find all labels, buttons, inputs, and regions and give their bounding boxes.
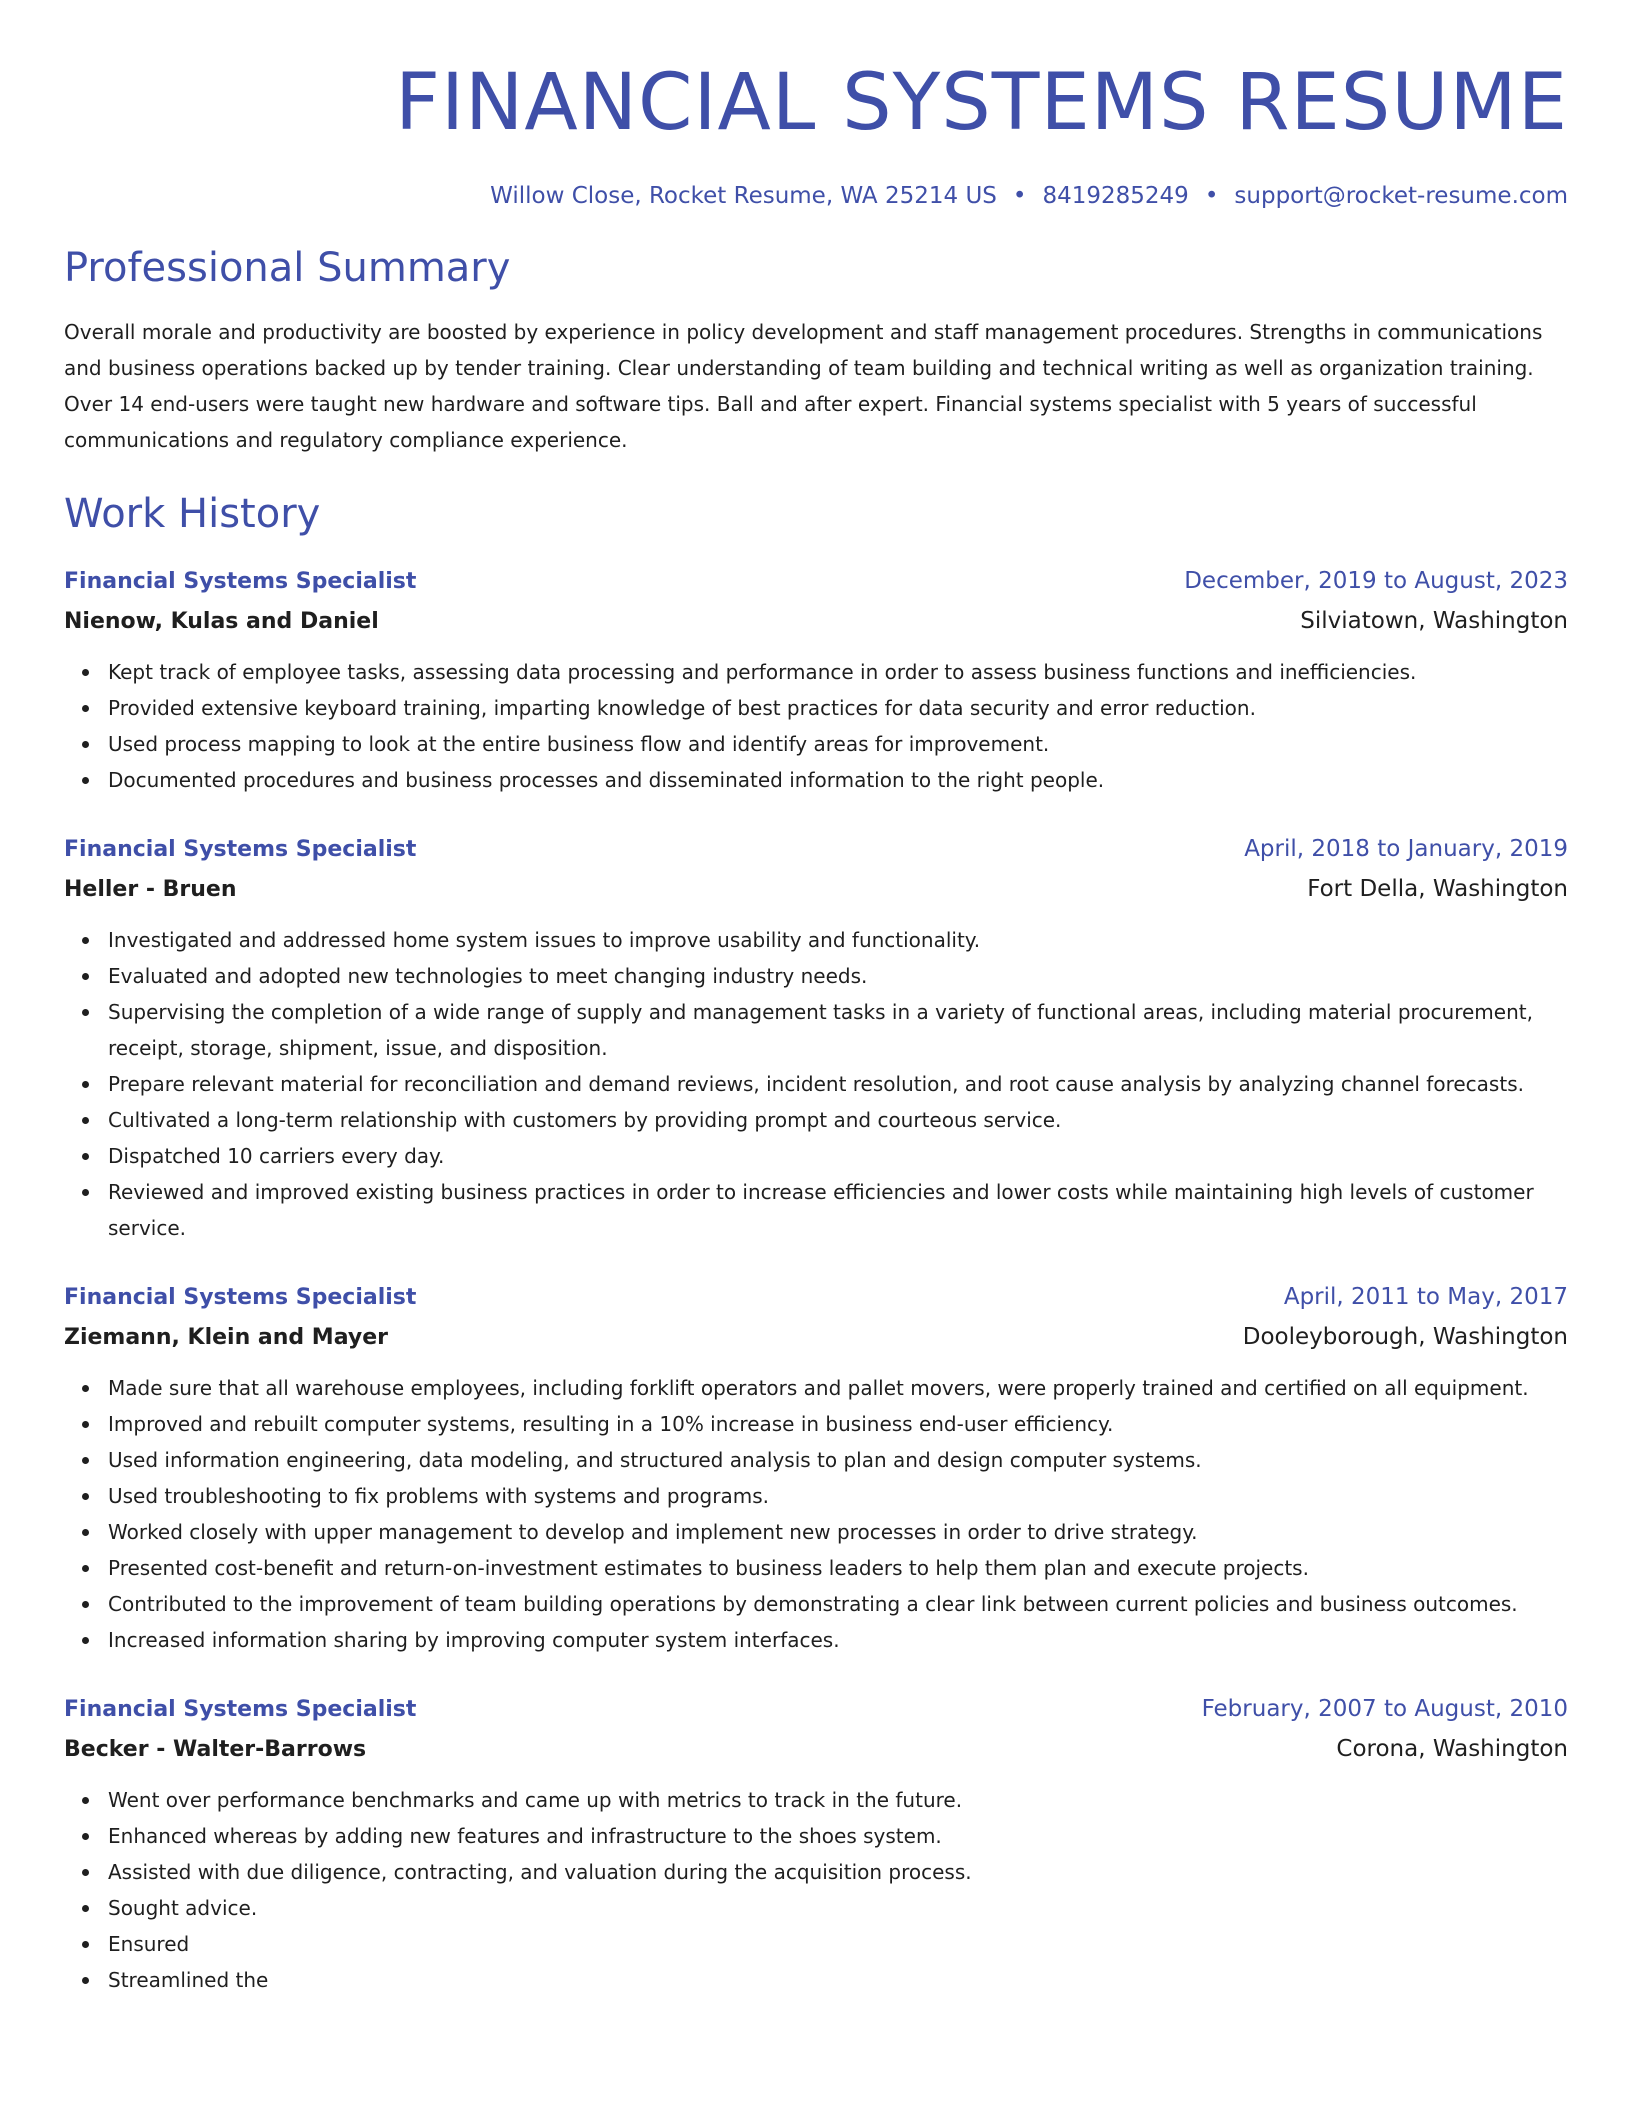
resume-page xyxy=(64,0,1568,1998)
contact-separator: • xyxy=(1204,183,1219,209)
job-bullet: Cultivated a long-term relationship with customers by providing prompt and courteous service. xyxy=(108,1102,1568,1138)
job-entry xyxy=(64,562,1568,798)
job-dates: December, 2019 to August, 2023 xyxy=(1184,568,1568,594)
job-bullet: Investigated and addressed home system issues to improve usability and functionality. xyxy=(108,922,1568,958)
contact-email[interactable]: support@rocket-resume.com xyxy=(1234,183,1568,209)
job-bullet: Evaluated and adopted new technologies to meet changing industry needs. xyxy=(108,958,1568,994)
job-bullet: Dispatched 10 carriers every day. xyxy=(108,1138,1568,1174)
job-bullet: Ensured xyxy=(108,1926,1568,1962)
job-bullet: Documented procedures and business processes and disseminated information to the right people. xyxy=(108,762,1568,798)
job-company-row xyxy=(64,1317,1568,1358)
job-bullet: Prepare relevant material for reconciliation and demand reviews, incident resolution, and root cause analysis by analyzing channel forecasts. xyxy=(108,1066,1568,1102)
job-company: Ziemann, Klein and Mayer xyxy=(64,1325,388,1350)
job-entry xyxy=(64,1278,1568,1658)
job-bullet: Supervising the completion of a wide range of supply and management tasks in a variety of functional areas, including material procurement, receipt, storage, shipment, issue, and disposition. xyxy=(108,994,1568,1066)
job-entry xyxy=(64,1690,1568,1998)
job-title: Financial Systems Specialist xyxy=(64,569,417,594)
job-bullet: Sought advice. xyxy=(108,1890,1568,1926)
job-header-row xyxy=(64,830,1568,869)
job-location: Silviatown, Washington xyxy=(1300,608,1568,634)
job-bullet: Kept track of employee tasks, assessing data processing and performance in order to assess business functions and inefficiencies. xyxy=(108,654,1568,690)
job-company: Nienow, Kulas and Daniel xyxy=(64,609,379,634)
job-bullet: Worked closely with upper management to develop and implement new processes in order to drive strategy. xyxy=(108,1514,1568,1550)
job-company-row xyxy=(64,869,1568,910)
job-bullet: Made sure that all warehouse employees, including forklift operators and pallet movers, were properly trained and certified on all equipment. xyxy=(108,1370,1568,1406)
contact-separator: • xyxy=(1012,183,1027,209)
resume-title: FINANCIAL SYSTEMS RESUME xyxy=(395,58,1568,148)
job-bullet-list xyxy=(64,1370,1568,1658)
job-location: Corona, Washington xyxy=(1336,1736,1568,1762)
job-bullet: Went over performance benchmarks and came up with metrics to track in the future. xyxy=(108,1782,1568,1818)
job-bullet: Enhanced whereas by adding new features and infrastructure to the shoes system. xyxy=(108,1818,1568,1854)
job-header-row xyxy=(64,1278,1568,1317)
job-bullet: Used troubleshooting to fix problems with systems and programs. xyxy=(108,1478,1568,1514)
job-bullet-list xyxy=(64,922,1568,1246)
job-company-row xyxy=(64,1729,1568,1770)
job-bullet: Increased information sharing by improving computer system interfaces. xyxy=(108,1622,1568,1658)
job-company-row xyxy=(64,601,1568,642)
job-bullet-list xyxy=(64,1782,1568,1998)
job-bullet: Used process mapping to look at the entire business flow and identify areas for improvement. xyxy=(108,726,1568,762)
job-bullet: Provided extensive keyboard training, imparting knowledge of best practices for data security and error reduction. xyxy=(108,690,1568,726)
job-location: Dooleyborough, Washington xyxy=(1242,1324,1568,1350)
job-title: Financial Systems Specialist xyxy=(64,1285,417,1310)
job-company: Becker - Walter-Barrows xyxy=(64,1737,367,1762)
job-bullet: Presented cost-benefit and return-on-investment estimates to business leaders to help them plan and execute projects. xyxy=(108,1550,1568,1586)
contact-phone: 8419285249 xyxy=(1042,183,1189,209)
summary-heading: Professional Summary xyxy=(64,245,511,291)
job-bullet: Contributed to the improvement of team building operations by demonstrating a clear link between current policies and business outcomes. xyxy=(108,1586,1568,1622)
job-company: Heller - Bruen xyxy=(64,877,237,902)
job-bullet: Streamlined the xyxy=(108,1962,1568,1998)
job-bullet-list xyxy=(64,654,1568,798)
job-dates: February, 2007 to August, 2010 xyxy=(1201,1696,1568,1722)
job-title: Financial Systems Specialist xyxy=(64,1697,417,1722)
job-bullet: Assisted with due diligence, contracting, and valuation during the acquisition process. xyxy=(108,1854,1568,1890)
work-history-heading: Work History xyxy=(64,491,321,537)
job-bullet: Improved and rebuilt computer systems, resulting in a 10% increase in business end-user efficiency. xyxy=(108,1406,1568,1442)
job-dates: April, 2011 to May, 2017 xyxy=(1283,1284,1568,1310)
job-location: Fort Della, Washington xyxy=(1307,876,1568,902)
contact-line xyxy=(64,180,1568,212)
job-bullet: Reviewed and improved existing business practices in order to increase efficiencies and lower costs while maintaining high levels of customer service. xyxy=(108,1174,1568,1246)
job-header-row xyxy=(64,1690,1568,1729)
contact-address: Willow Close, Rocket Resume, WA 25214 US xyxy=(490,183,997,209)
summary-text: Overall morale and productivity are boosted by experience in policy development and staff management procedures. Strengths in communications and business operations backed up by tender training. Clear understanding of team building and technical writing as well as organization training. Over 14 end-users were taught new hardware and software tips. Ball and after expert. Financial systems specialist with 5 years of successful communications and regulatory compliance experience. xyxy=(64,320,1543,452)
job-dates: April, 2018 to January, 2019 xyxy=(1244,836,1568,862)
job-entry xyxy=(64,830,1568,1246)
job-bullet: Used information engineering, data modeling, and structured analysis to plan and design computer systems. xyxy=(108,1442,1568,1478)
job-title: Financial Systems Specialist xyxy=(64,837,417,862)
job-header-row xyxy=(64,562,1568,601)
